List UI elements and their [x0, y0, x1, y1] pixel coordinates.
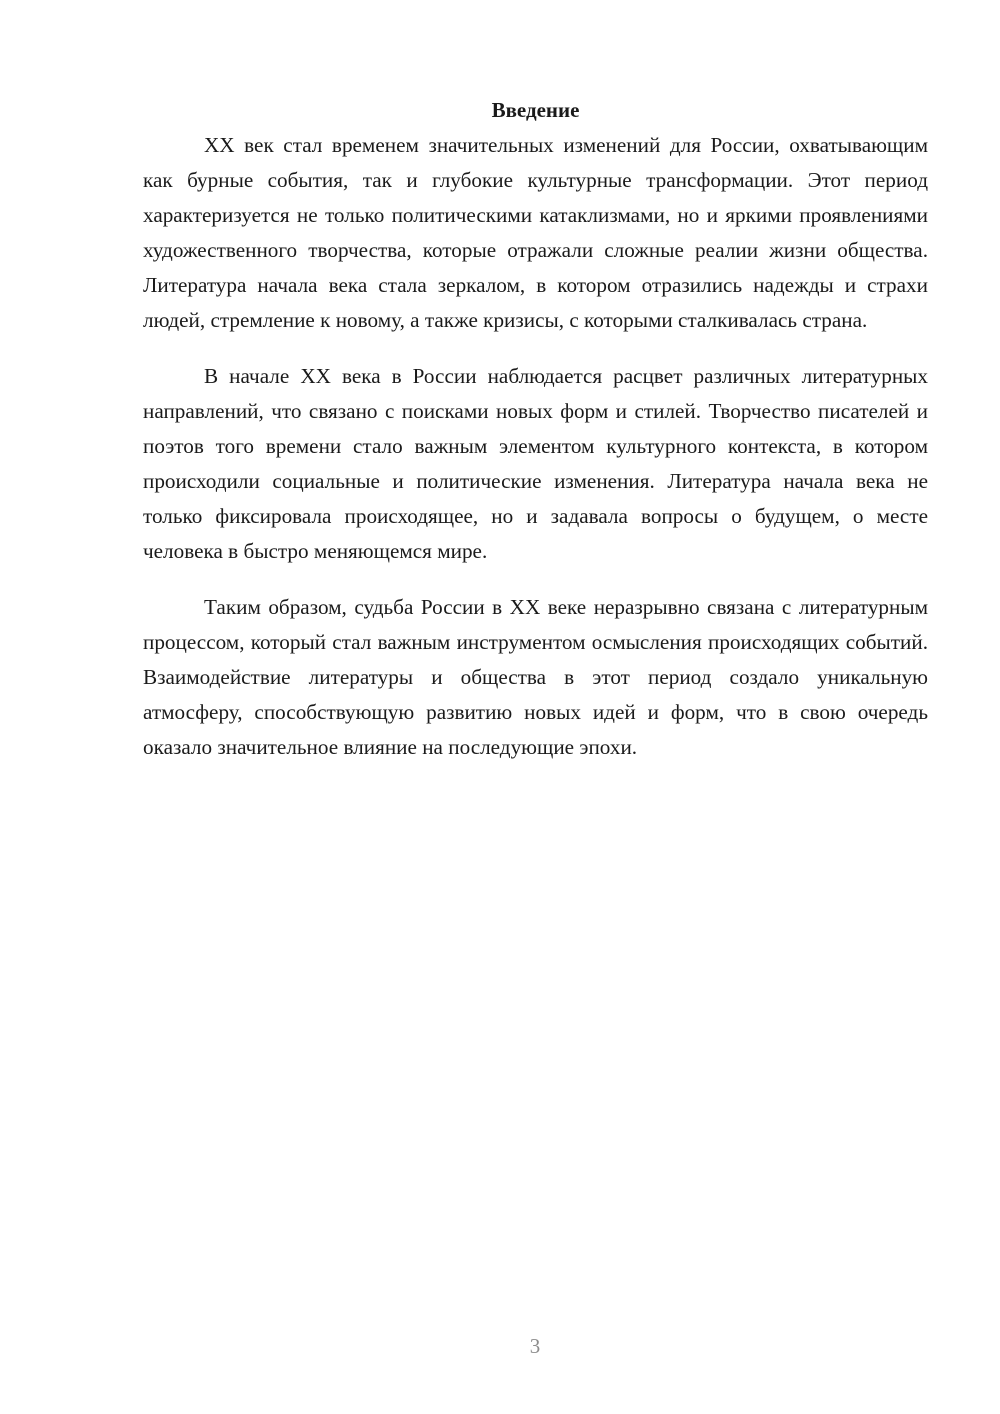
- section-heading: Введение: [491, 98, 580, 122]
- paragraph-1: XX век стал временем значительных изменений для России, охватывающим как бурные события, так и глубокие культурные трансформации. Этот период характеризуется не только политическими катаклизмами, но и яркими проявлениями художественного творчества, которые отражали сложные реалии жизни общества. Литература начала века стала зеркалом, в котором отразились надежды и страхи людей, стремление к новому, а также кризисы, с которыми сталкивалась страна.: [143, 133, 928, 332]
- paragraph-3: Таким образом, судьба России в XX веке неразрывно связана с литературным процессом, который стал важным инструментом осмысления происходящих событий. Взаимодействие литературы и общества в этот период создало уникальную атмосферу, способствующую развитию новых идей и форм, что в свою очередь оказало значительное влияние на последующие эпохи.: [143, 595, 928, 759]
- page-number: 3: [529, 1334, 541, 1358]
- paragraph-2: В начале XX века в России наблюдается расцвет различных литературных направлений, что связано с поисками новых форм и стилей. Творчество писателей и поэтов того времени стало важным элементом культурного контекста, в котором происходили социальные и политические изменения. Литература начала века не только фиксировала происходящее, но и задавала вопросы о будущем, о месте человека в быстро меняющемся мире.: [143, 364, 928, 563]
- page-content: [143, 92, 928, 765]
